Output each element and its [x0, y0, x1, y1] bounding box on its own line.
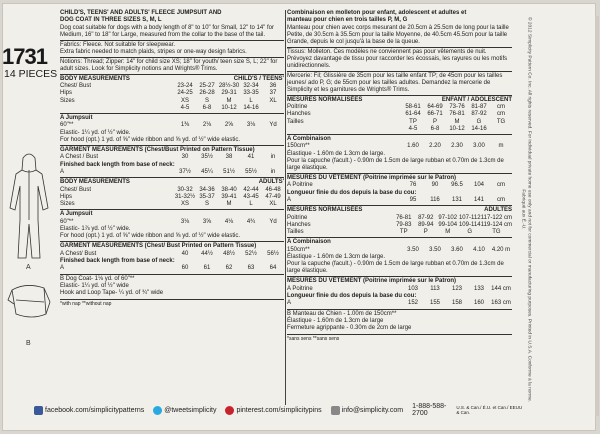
pinterest-icon — [225, 406, 234, 415]
table-cell: 1.60 — [407, 143, 419, 150]
table-cell: 2⅝ — [224, 122, 234, 129]
table-cell: 48½ — [223, 250, 235, 257]
table-cell: 28½-30 — [218, 83, 240, 90]
row-label: A — [60, 169, 65, 176]
table-cell: 66-71 — [427, 111, 443, 118]
table-cell: M — [226, 201, 232, 208]
row-label: Hips — [60, 90, 73, 97]
table-row — [287, 247, 512, 254]
view-label: A Jumpsuit — [60, 211, 93, 218]
french-body-measurements-children — [287, 97, 512, 133]
table-row — [60, 201, 284, 208]
table-cell: TG — [496, 118, 506, 125]
table-cell — [490, 126, 512, 133]
table-cell: 56½ — [267, 250, 279, 257]
table-cell: 14-16 — [471, 125, 487, 132]
table-cell: 10-12 — [449, 125, 465, 132]
table-cell: 133 — [473, 285, 484, 292]
table-row — [60, 265, 284, 272]
table-cell: 3.00 — [473, 143, 485, 150]
table-cell: G — [476, 118, 482, 125]
table-cell: G — [467, 229, 473, 236]
phone-link[interactable] — [412, 403, 525, 417]
table-cell: 4.20 m — [491, 246, 511, 253]
table-cell: cm — [497, 182, 505, 189]
row-label: Hanches — [287, 221, 311, 228]
table-cell: 73-76 — [449, 104, 465, 111]
table-cell: 109-114 — [458, 221, 481, 228]
table-cell: 90 — [431, 182, 439, 189]
table-cell: 46-48 — [265, 186, 281, 193]
facebook-text: facebook.com/simplicitypatterns — [45, 406, 145, 414]
english-notions: Notions: Thread; Zipper: 14" for child size XS; 18" for youth/ teen size S, L; 22" for adult sizes. Look for Simplicity notions and Wrights® Trims. — [60, 58, 278, 72]
english-extra: Extra fabric needed to match plaids, stripes or one-way design fabrics. — [60, 48, 247, 55]
table-row — [287, 222, 512, 229]
piece-count: 14 PIECES — [4, 68, 58, 80]
view-label: A Combinaison — [287, 239, 331, 246]
size-group-heading: ADULTES — [484, 207, 512, 214]
table-row — [60, 251, 284, 258]
email-text: info@simplicity.com — [341, 406, 404, 414]
table-cell: 113 — [430, 285, 440, 292]
table-cell: 29-31 — [221, 90, 237, 97]
table-cell: 25-27 — [199, 83, 215, 90]
table-cell: TP — [399, 229, 408, 236]
french-column — [287, 10, 512, 343]
phone-text: 1-888-588-2700 — [412, 403, 447, 417]
row-label: Hips — [60, 193, 73, 200]
table-cell: 3⅝ — [202, 218, 212, 225]
table-cell: 34-36 — [199, 186, 215, 193]
section-heading: GARMENT MEASUREMENTS (Chest/Bust Printed on Pattern Tissue) — [60, 147, 255, 154]
table-cell: 119-124 cm — [480, 221, 512, 228]
french-gar2-back-table — [287, 300, 512, 307]
row-label: A Poitrine — [287, 285, 313, 292]
row-label: Chest/ Bust — [60, 186, 92, 193]
hood-note: Pour la capuche (facult.) - 0.90m de 1.5cm de large rubban et 0.70m de 1.3cm de large élastique. — [287, 158, 504, 172]
french-jumpsuit-yardage-children — [287, 136, 512, 172]
table-row — [287, 104, 512, 111]
table-cell: S — [204, 201, 209, 208]
english-body2-table — [60, 187, 284, 209]
english-body-measurements-adults — [60, 179, 284, 208]
table-row — [60, 122, 284, 129]
english-body-measurements-children — [60, 76, 284, 112]
table-cell: XS — [180, 97, 189, 104]
table-cell: Yd — [269, 122, 277, 129]
table-cell: 61 — [203, 265, 211, 272]
section-heading: GARMENT MEASUREMENTS (Chest/ Bust Printed on Pattern Tissue) — [60, 243, 257, 250]
table-cell: 158 — [451, 300, 462, 307]
table-cell: Yd — [269, 218, 277, 225]
table-cell: TP — [409, 118, 417, 125]
size-group-heading: ADULTS' — [258, 179, 284, 186]
english-jump1-table — [60, 122, 284, 129]
column-divider — [285, 10, 286, 405]
french-body-measurements-adults — [287, 207, 512, 236]
table-cell: 4.10 — [473, 246, 485, 253]
pinterest-text: pinterest.com/simplicitypins — [236, 406, 322, 414]
section-heading: MESURES DU VÊTEMENT (Poitrine imprimée sur le Patron) — [287, 175, 457, 182]
french-garment-measurements-adults — [287, 278, 512, 307]
table-cell: 2.30 — [451, 143, 463, 150]
table-cell: 163 cm — [491, 300, 511, 307]
french-jumpsuit-yardage-adults — [287, 239, 512, 275]
dog-coat-illustration — [6, 280, 52, 340]
french-title: Combinaison en molleton pour enfant, adolescent et adultes et — [287, 10, 467, 16]
english-gar2-table — [60, 251, 284, 258]
table-cell: 37½ — [179, 169, 191, 176]
table-cell: 104 — [473, 182, 484, 189]
table-cell: 64 — [269, 265, 277, 272]
english-garment-measurements-children — [60, 147, 284, 176]
table-cell: 117-122 cm — [480, 214, 512, 221]
back-length-label: Finished back length from base of neck: — [60, 161, 175, 168]
table-cell: 45¼ — [201, 169, 213, 176]
row-label: Poitrine — [287, 104, 308, 111]
twitter-text: @tweetsimplicity — [164, 406, 217, 414]
table-cell: TG — [492, 229, 501, 236]
row-label: A — [287, 197, 292, 204]
table-cell: 4-5 — [180, 104, 190, 111]
english-gar2-back-table — [60, 265, 284, 272]
table-cell: 26-28 — [199, 90, 215, 97]
row-label: Tailles — [287, 229, 304, 236]
table-cell: M — [445, 229, 451, 236]
french-gar1-back-table — [287, 197, 512, 204]
row-label: A — [60, 265, 65, 272]
french-nap-note: *sans sens **sans sens — [287, 335, 340, 342]
hood-note: Pour la capuche (facult.) - 0.90m de 1.5cm de large rubban et 0.70m de 1.3cm de large élastique. — [287, 261, 504, 275]
table-cell: 87-92 — [418, 214, 434, 221]
table-cell: 42-44 — [243, 186, 259, 193]
phone-note: U.S. & Can./ É.U. et Can./ EEUU & Can. — [456, 405, 523, 415]
table-cell: 14-16 — [243, 104, 259, 111]
view-label: A Combinaison — [287, 136, 331, 143]
table-row — [60, 98, 284, 105]
table-cell: 41 — [247, 154, 255, 161]
row-label: 150cm** — [287, 143, 310, 150]
table-cell: 3⅛ — [246, 122, 256, 129]
english-body1-table — [60, 83, 284, 112]
row-label — [287, 126, 402, 133]
row-label: A — [287, 300, 292, 307]
french-fabrics: Tissus: Molleton. Ces modèles ne conviennent pas pour vêtements de nuit. Prévoyez davantage de tissu pour raccorder les écossais, les rayures ou les motifs unidirectionnels. — [287, 48, 508, 69]
pinterest-link[interactable] — [225, 406, 321, 415]
table-cell: 51½ — [223, 169, 235, 176]
illustration-label-b: B — [26, 340, 31, 347]
table-cell: 62 — [225, 265, 233, 272]
english-garment-measurements-adults — [60, 243, 284, 272]
table-cell: 87-92 — [471, 111, 487, 118]
english-jumpsuit-yardage-adults — [60, 211, 284, 240]
back-length-label: Longueur finie du dos depuis la base du cou: — [287, 292, 417, 299]
table-cell: 116 — [430, 197, 440, 204]
table-row — [60, 83, 284, 90]
elastic-note: Elastic- 1¼ yd. of ½" wide. — [60, 129, 131, 136]
table-cell: 60 — [181, 265, 189, 272]
table-cell: 61-64 — [405, 111, 421, 118]
table-cell: 24-25 — [177, 90, 193, 97]
english-jumpsuit-yardage-children — [60, 115, 284, 144]
table-cell: 160 — [473, 300, 484, 307]
email-link[interactable] — [331, 406, 403, 415]
jumpsuit-illustration — [6, 150, 52, 270]
french-dog-coat: B Manteau de Chien - 1.00m de 150cm** — [287, 310, 397, 317]
table-cell — [262, 105, 284, 112]
english-gar1-back-table — [60, 169, 284, 176]
english-jump2-table — [60, 219, 284, 226]
table-row — [60, 194, 284, 201]
table-row — [287, 119, 512, 126]
twitter-link[interactable] — [153, 406, 216, 415]
table-cell: 35½ — [201, 154, 213, 161]
table-cell: 3⅛ — [180, 218, 190, 225]
table-cell: 35-37 — [199, 193, 215, 200]
elastic-note: Elastic- 1⅞ yd. of ½" wide. — [60, 225, 131, 232]
row-label: Sizes — [60, 97, 75, 104]
section-heading: BODY MEASUREMENTS — [60, 179, 130, 186]
table-cell: S — [204, 97, 209, 104]
table-cell: 144 cm — [491, 285, 511, 292]
row-label: Hanches — [287, 111, 311, 118]
table-cell: 99-104 — [438, 221, 458, 228]
table-row — [287, 300, 512, 307]
row-label: Poitrine — [287, 214, 308, 221]
english-nap-note: *with nap **without nap — [60, 300, 112, 307]
table-row — [287, 111, 512, 118]
english-column — [60, 10, 284, 308]
table-cell: 76-81 — [396, 214, 412, 221]
back-length-label: Longueur finie du dos depuis la base du cou: — [287, 189, 417, 196]
english-title-2: DOG COAT IN THREE SIZES S, M, L — [60, 17, 162, 24]
table-cell: 3.60 — [451, 246, 463, 253]
english-fabrics: Fabrics: Fleece. Not suitable for sleepwear. — [60, 41, 176, 48]
table-cell: 30 — [181, 154, 189, 161]
table-cell: 47-49 — [265, 193, 281, 200]
table-cell: 38 — [225, 154, 233, 161]
social-footer — [34, 402, 534, 418]
row-label: 60"** — [60, 122, 74, 129]
section-heading: MESURES NORMALISÉES — [287, 207, 363, 214]
table-cell: 1⅜ — [180, 122, 190, 129]
english-dog-hook: Hook and Loop Tape- ¼ yd. of ¾" wide — [60, 290, 164, 297]
table-cell: 10-12 — [221, 104, 237, 111]
table-row — [60, 187, 284, 194]
row-label: Chest/ Bust — [60, 83, 92, 90]
french-jump1-table — [287, 143, 512, 150]
table-cell: M — [226, 97, 232, 104]
size-group-heading: ENFANT / ADOLESCENT — [441, 96, 512, 103]
table-cell: cm — [497, 104, 505, 111]
table-cell: 33-35 — [243, 90, 259, 97]
row-label — [60, 105, 174, 112]
facebook-icon — [34, 406, 43, 415]
french-jump2-table — [287, 247, 512, 254]
table-row — [287, 286, 512, 293]
row-label: 60"** — [60, 218, 74, 225]
section-heading: MESURES DU VÊTEMENT (Poitrine imprimée sur le Patron) — [287, 278, 457, 285]
french-body2-table — [287, 215, 512, 237]
row-label: 150cm** — [287, 246, 310, 253]
table-cell: 81-87 — [471, 104, 487, 111]
table-cell: m — [498, 143, 504, 150]
french-intro: Manteau pour chien avec corps mesurant de 20.5cm à 25.5cm de long pour la taille Petite, de 30.5cm à 35.5cm pour la taille Moyenne, de 40.5cm 45.5cm pour la taille Grande, depuis le col jusqu'à la base de la queue. — [287, 24, 509, 45]
table-row — [287, 197, 512, 204]
row-label: A Chest/ Bust — [60, 250, 97, 257]
table-cell: 76 — [409, 182, 417, 189]
table-cell: 4⅛ — [224, 218, 234, 225]
elastic-note: Élastique - 1.60m de 1.3cm de large. — [287, 150, 386, 157]
table-cell: 43-45 — [243, 193, 259, 200]
table-cell: 38-40 — [221, 186, 237, 193]
table-cell: 4¾ — [246, 218, 256, 225]
table-cell: L — [249, 201, 253, 208]
table-row — [60, 219, 284, 226]
row-label: Sizes — [60, 201, 75, 208]
table-cell: 3.50 — [429, 246, 441, 253]
table-cell: 63 — [247, 265, 255, 272]
table-cell: 141 — [473, 197, 484, 204]
table-cell: 152 — [407, 300, 418, 307]
twitter-icon — [153, 406, 162, 415]
illustration-label-a: A — [26, 264, 31, 271]
table-cell: 37 — [269, 90, 277, 97]
table-cell: 32-34 — [243, 83, 259, 90]
facebook-link[interactable] — [34, 406, 144, 415]
table-cell: XS — [180, 201, 189, 208]
side-legal-text — [520, 14, 532, 404]
english-title: CHILD'S, TEENS' AND ADULTS' FLEECE JUMPSUIT AND — [60, 10, 222, 16]
table-row — [287, 143, 512, 150]
table-cell: 103 — [407, 285, 418, 292]
english-intro: Dog coat suitable for dogs with a body length of 8" to 10" for Small, 12" to 14" for Medium, 16" to 18" for Large, measured from the collar to the base of the tail. — [60, 24, 274, 38]
table-cell: in — [270, 169, 276, 176]
table-cell: P — [423, 229, 428, 236]
side-legal-text-content: © 2012 Simplicity Pattern Co. Inc. All rights reserved. For individual private home use only and not for commercial or manufacturing purposes. Printed in U.S.A. Conforme à la norme. Fabriqué aux É.-U. — [521, 16, 532, 403]
french-dog-hook: Fermeture agrippante - 0.30m de 2cm de large — [287, 325, 412, 332]
table-cell: 6-8 — [430, 125, 440, 132]
elastic-note: Élastique - 1.60m de 1.3cm de large. — [287, 253, 386, 260]
table-cell: 36 — [269, 83, 277, 90]
table-cell: 95 — [409, 197, 417, 204]
table-cell: 97-102 — [438, 214, 458, 221]
size-group-heading: CHILD'S / TEENS' — [233, 75, 284, 82]
table-cell: 4-5 — [408, 125, 418, 132]
table-cell: XL — [269, 97, 277, 104]
english-dog-elastic: Elastic- 1¼ yd. of ½" wide — [60, 282, 129, 289]
english-body2-header — [60, 179, 284, 186]
french-dog-elastic: Élastique - 1.60m de 1.3cm de large — [287, 317, 384, 324]
table-cell: 30-32 — [177, 186, 193, 193]
english-dog-coat: B Dog Coat- 1⅛ yd. of 60"** — [60, 275, 135, 282]
section-heading: BODY MEASUREMENTS — [60, 75, 130, 82]
table-cell: 2.20 — [429, 143, 441, 150]
table-cell: 79-83 — [396, 221, 412, 228]
table-cell: 2⅛ — [202, 122, 212, 129]
french-notions: Mercerie: Fil; Glissière de 35cm pour les taille enfant TP; de 45cm pour les tailles jeunes/ ado P, G; de 55cm pour les tailles adultes. Demandez la mercerie de Simplicity et les garnitures de Wrights® Trims. — [287, 72, 503, 93]
table-cell: 52½ — [245, 250, 257, 257]
row-label: Tailles — [287, 118, 304, 125]
french-body2-header — [287, 207, 512, 214]
table-cell: 89-94 — [418, 221, 434, 228]
row-label: A Poitrine — [287, 182, 313, 189]
table-cell: 39-41 — [221, 193, 237, 200]
table-row — [60, 90, 284, 97]
table-cell: 40 — [181, 250, 189, 257]
row-label: A Chest / Bust — [60, 154, 99, 161]
table-cell: 64-69 — [427, 104, 443, 111]
french-body1-table — [287, 104, 512, 133]
table-cell: cm — [497, 197, 505, 204]
english-gar1-table — [60, 154, 284, 161]
table-row — [287, 229, 512, 236]
table-row — [287, 182, 512, 189]
french-title-2: manteau pour chien en trois tailles P, M, G — [287, 17, 408, 24]
table-cell: XL — [269, 201, 277, 208]
table-cell: P — [432, 118, 437, 125]
table-cell: M — [454, 118, 460, 125]
english-body1-header — [60, 76, 284, 83]
table-cell: 44½ — [201, 250, 213, 257]
table-cell: in — [270, 154, 276, 161]
pattern-number: 1731 — [2, 44, 47, 69]
french-gar2-table — [287, 286, 512, 293]
view-label: A Jumpsuit — [60, 115, 93, 122]
french-gar1-table — [287, 182, 512, 189]
table-cell: 31-32½ — [174, 193, 196, 200]
table-cell: 55½ — [245, 169, 257, 176]
table-row — [60, 154, 284, 161]
back-length-label: Finished back length from base of neck: — [60, 257, 175, 264]
table-cell: 96.5 — [451, 182, 463, 189]
table-cell: 107-112 — [458, 214, 481, 221]
french-body1-header — [287, 97, 512, 104]
table-cell: 131 — [451, 197, 462, 204]
table-row — [60, 105, 284, 112]
table-cell: 76-81 — [449, 111, 465, 118]
table-cell: 155 — [429, 300, 440, 307]
table-cell: 6-8 — [202, 104, 212, 111]
hood-note: For hood (opt.) 1 yd. of ⅝" wide ribbon and ⅝ yd. of ½" wide elastic. — [60, 233, 241, 240]
hood-note: For hood (opt.) 1 yd. of ⅝" wide ribbon and ⅝ yd. of ½" wide elastic. — [60, 137, 241, 144]
email-icon — [331, 406, 340, 415]
french-garment-measurements-children — [287, 175, 512, 204]
table-cell: 123 — [451, 285, 462, 292]
table-row — [60, 169, 284, 176]
table-cell: 3.50 — [407, 246, 419, 253]
table-row — [287, 126, 512, 133]
section-heading: MESURES NORMALISÉES — [287, 96, 363, 103]
table-cell: 23-24 — [177, 83, 193, 90]
table-row — [287, 215, 512, 222]
table-cell: cm — [497, 111, 505, 118]
table-cell: L — [249, 97, 253, 104]
table-cell: 58-61 — [405, 104, 421, 111]
